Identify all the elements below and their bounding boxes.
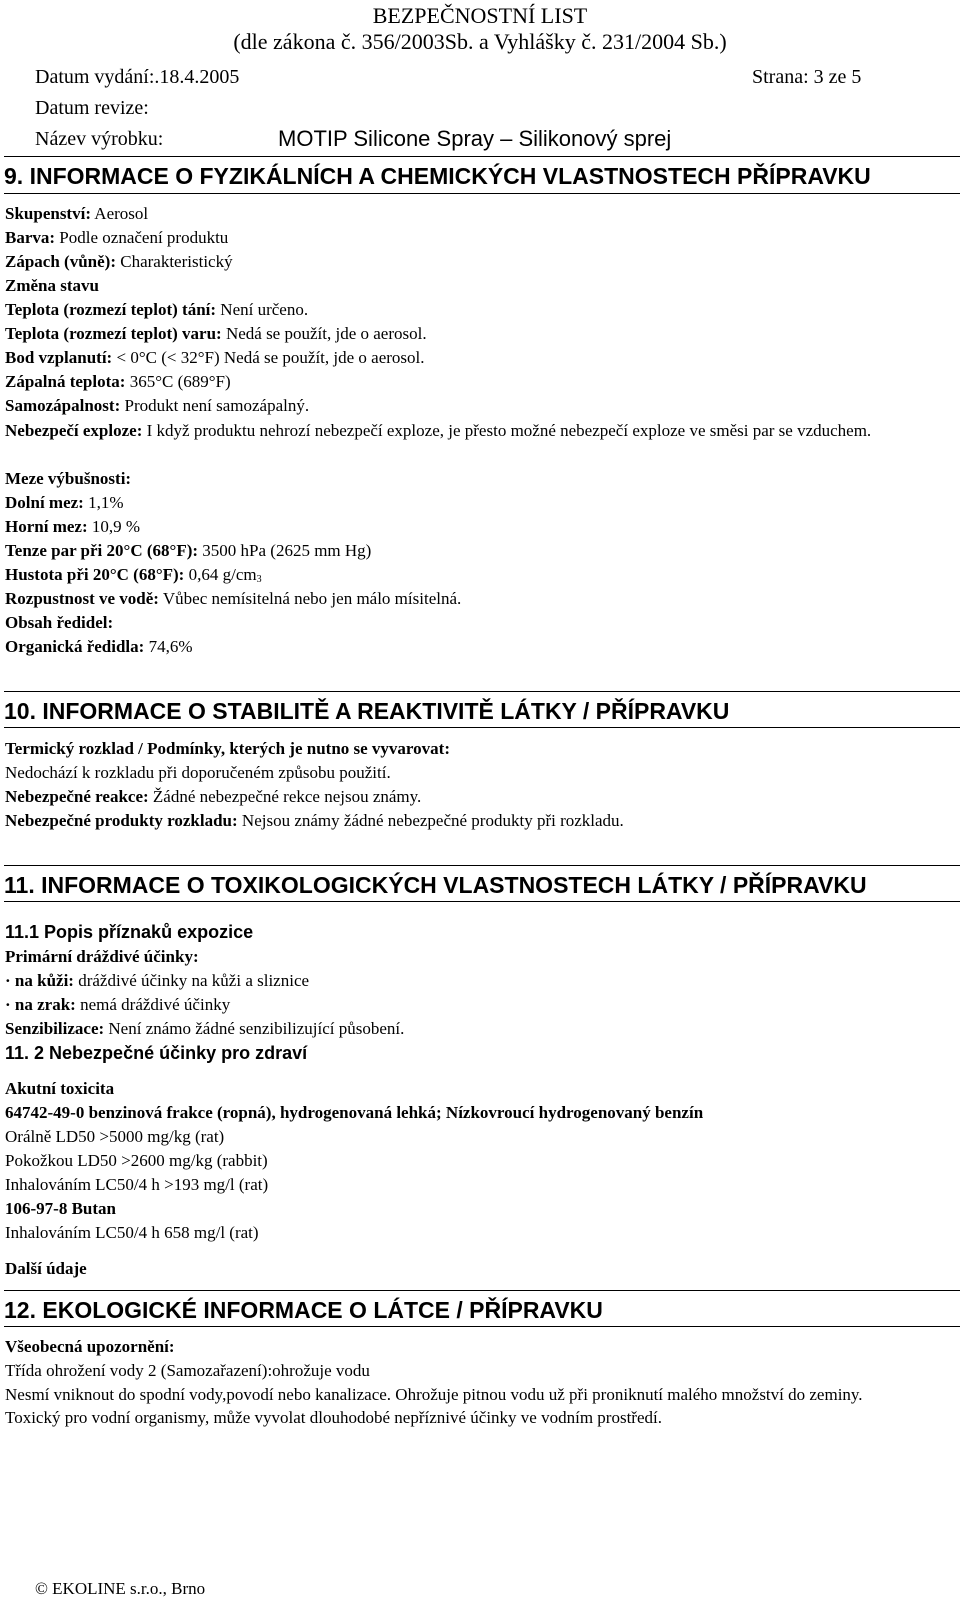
water-hazard-class: Třída ohrožení vody 2 (Samozařazení):ohrožuje vodu — [5, 1361, 370, 1380]
eye-effects-row: · na zrak: nemá dráždivé účinky — [5, 995, 231, 1014]
hazardous-reactions-row: Nebezpečné reakce: Žádné nebezpečné rekce nejsou známy. — [5, 787, 422, 806]
inhalation-lc50-row: Inhalováním LC50/4 h >193 mg/l (rat) — [5, 1175, 269, 1194]
section-10-top-rule — [4, 691, 960, 692]
section-12-top-rule — [4, 1290, 960, 1291]
oral-ld50-row: Orálně LD50 >5000 mg/kg (rat) — [5, 1127, 225, 1146]
section-12-divider — [4, 1326, 960, 1327]
thermal-decomposition-text: Nedochází k rozkladu při doporučeném způsobu použití. — [5, 763, 391, 782]
lower-limit-row: Dolní mez: 1,1% — [5, 493, 124, 512]
density-row: Hustota při 20°C (68°F): 0,64 $g/cm_3$ — [5, 565, 262, 585]
ignition-temp-row: Zápalná teplota: 365°C (689°F) — [5, 372, 231, 391]
revision-date: Datum revize: — [35, 97, 149, 119]
vapor-pressure-row: Tenze par při 20°C (68°F): 3500 hPa (2625 mm Hg) — [5, 541, 372, 560]
explosion-hazard-row: Nebezpečí exploze: I když produktu nehrozí nebezpečí exploze, je přesto možné nebezpečí exploze ve směsi par se vzduchem. — [5, 421, 872, 440]
section-10-divider — [4, 727, 960, 728]
section-10-title: 10. INFORMACE O STABILITĚ A REAKTIVITĚ LÁTKY / PŘÍPRAVKU — [4, 698, 730, 724]
skin-effects-row: · na kůži: dráždivé účinky na kůži a sliznice — [5, 971, 310, 990]
solubility-row: Rozpustnost ve vodě: Vůbec nemísitelná nebo jen málo mísitelná. — [5, 589, 462, 608]
environmental-warning: Nesmí vniknout do spodní vody,povodí nebo kanalizace. Ohrožuje pitnou vodu už při proniknutí malého množství do zeminy. Toxický pro vodní organismy, může vyvolat dlouhodobé nepříznivé účinky ve vodním prostředí. — [5, 1385, 863, 1427]
butane-inhalation-row: Inhalováním LC50/4 h 658 mg/l (rat) — [5, 1223, 259, 1242]
odor-row: Zápach (vůně): Charakteristický — [5, 252, 233, 271]
self-ignition-row: Samozápalnost: Produkt není samozápalný. — [5, 396, 310, 415]
primary-irritation-label: Primární dráždivé účinky: — [5, 947, 199, 966]
melting-point-row: Teplota (rozmezí teplot) tání: Není určeno. — [5, 300, 309, 319]
thermal-decomposition-label: Termický rozklad / Podmínky, kterých je nutno se vyvarovat: — [5, 739, 450, 758]
subsection-11-2-title: 11. 2 Nebezpečné účinky pro zdraví — [5, 1043, 308, 1063]
organic-solvents-row: Organická ředidla: 74,6% — [5, 637, 193, 656]
cas-106-97-8-label: 106-97-8 Butan — [5, 1199, 116, 1218]
section-12-title: 12. EKOLOGICKÉ INFORMACE O LÁTCE / PŘÍPRAVKU — [4, 1297, 603, 1323]
state-row: Skupenství: Aerosol — [5, 204, 149, 223]
section-11-divider — [4, 901, 960, 902]
footer-copyright: © EKOLINE s.r.o., Brno — [35, 1579, 206, 1598]
explosion-limits-row: Meze výbušnosti: — [5, 469, 132, 488]
additional-info-label: Další údaje — [5, 1259, 87, 1278]
hazardous-products-row: Nebezpečné produkty rozkladu: Nejsou známy žádné nebezpečné produkty při rozkladu. — [5, 811, 624, 830]
upper-limit-row: Horní mez: 10,9 % — [5, 517, 141, 536]
sensitization-row: Senzibilizace: Není známo žádné senzibilizující působení. — [5, 1019, 405, 1038]
subsection-11-1-title: 11.1 Popis příznaků expozice — [5, 922, 254, 942]
acute-toxicity-label: Akutní toxicita — [5, 1079, 115, 1098]
cas-64742-49-0-label: 64742-49-0 benzinová frakce (ropná), hydrogenovaná lehká; Nízkovroucí hydrogenovaný benzín — [5, 1103, 704, 1122]
header-divider — [4, 156, 960, 157]
section-11-title: 11. INFORMACE O TOXIKOLOGICKÝCH VLASTNOSTECH LÁTKY / PŘÍPRAVKU — [4, 872, 867, 898]
page-number: Strana: 3 ze 5 — [752, 66, 862, 88]
section-9-divider — [4, 193, 960, 194]
issue-date: Datum vydání:.18.4.2005 — [35, 66, 240, 88]
color-row: Barva: Podle označení produktu — [5, 228, 229, 247]
document-title: BEZPEČNOSTNÍ LIST — [372, 3, 588, 28]
flash-point-row: Bod vzplanutí: < 0°C (< 32°F) Nedá se použít, jde o aerosol. — [5, 348, 425, 367]
boiling-point-row: Teplota (rozmezí teplot) varu: Nedá se použít, jde o aerosol. — [5, 324, 427, 343]
product-label: Název výrobku: — [35, 128, 164, 150]
product-name: MOTIP Silicone Spray – Silikonový sprej — [278, 126, 672, 151]
solvent-content-row: Obsah ředidel: — [5, 613, 114, 632]
section-9-title: 9. INFORMACE O FYZIKÁLNÍCH A CHEMICKÝCH VLASTNOSTECH PŘÍPRAVKU — [4, 163, 871, 189]
phase-change-row: Změna stavu — [5, 276, 99, 295]
dermal-ld50-row: Pokožkou LD50 >2600 mg/kg (rabbit) — [5, 1151, 268, 1170]
general-warnings-label: Všeobecná upozornění: — [5, 1337, 175, 1356]
section-11-top-rule — [4, 865, 960, 866]
document-subtitle: (dle zákona č. 356/2003Sb. a Vyhlášky č. 231/2004 Sb.) — [233, 29, 727, 54]
